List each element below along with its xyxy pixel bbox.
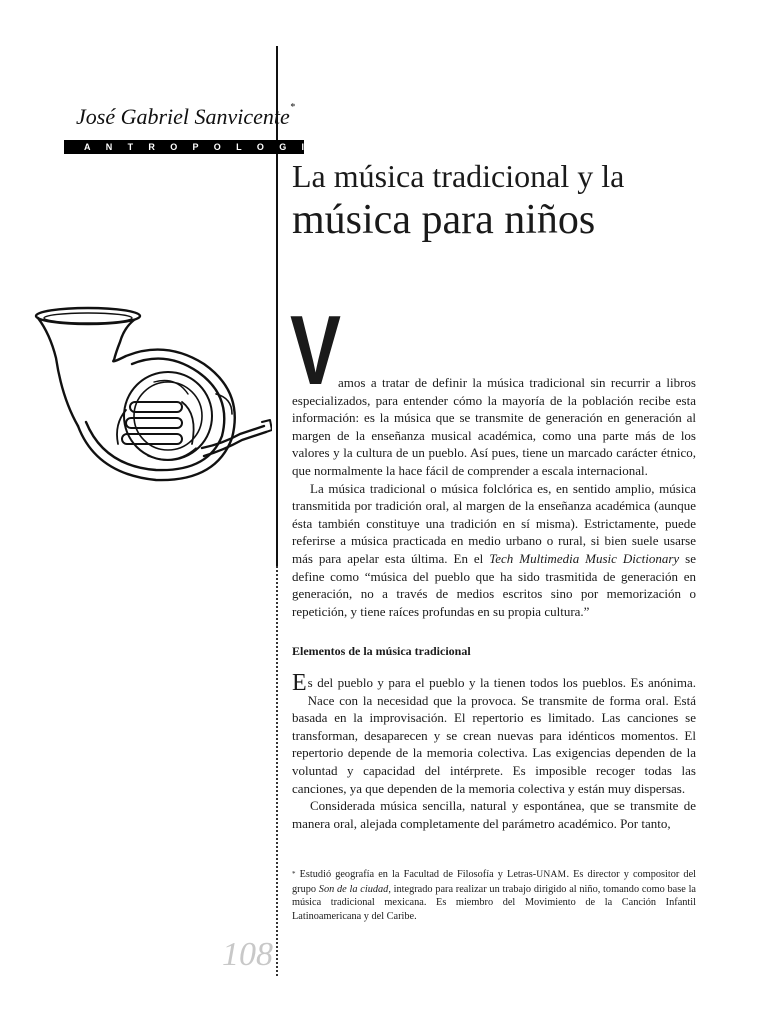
- drop-cap-e: E: [292, 670, 307, 696]
- page-number: 108: [222, 936, 273, 973]
- section-heading: Elementos de la música tradicional: [292, 644, 471, 658]
- french-horn-illustration: [26, 298, 272, 494]
- intro-paragraph: amos a tratar de definir la música tradicional sin recurrir a libros especializados, para entender cómo la mayoría de la población recibe esta información: es la música que se transmite de generación en generación al margen de la enseñanza musical académica, como una parte más de los valores y la cultura de un pueblo. Así pues, tiene un marcado carácter étnico, que normalmente la hace fácil de comprender a escala internacional.: [292, 375, 696, 478]
- footnote: * Estudió geografía en la Facultad de Filosofía y Letras-UNAM. Es director y compositor del grupo Son de la ciudad, integrado para realizar un trabajo dirigido al niño, tomando como base la música tradicional mexicana. Es miembro del Movimiento de la Canción Infantil Latinoamericana y del Caribe.: [292, 869, 697, 922]
- paragraph-2: La música tradicional o música folclórica es, en sentido amplio, música transmitida por tradición oral, al margen de la enseñanza académica (aunque ésta también constituye una tradición en sí misma). Estrictamente, puede referirse a música practicada en medio urbano o rural, si bien suele usarse más para apelar esta última. En el Tech Multimedia Music Dictionary se define como “música del pueblo que ha sido trasmitida de generación en generación, no a través de medios escritos sino por memorización o repetición, y tiene raíces profundas en su propia cultura.”: [292, 480, 696, 619]
- author-name: José Gabriel Sanvicente*: [76, 102, 295, 129]
- paragraph-4: Considerada música sencilla, natural y espontánea, que se transmite de manera oral, alejada completamente del parámetro académico. Por tanto,: [292, 798, 696, 831]
- drop-cap-v: V: [290, 295, 341, 405]
- intro-block: [292, 374, 696, 620]
- article-title-line2: música para niños: [292, 197, 596, 243]
- article-title-line1: La música tradicional y la: [292, 158, 625, 194]
- section-label: ANTROPOLOGIA: [84, 142, 342, 152]
- paragraph-3: Es del pueblo y para el pueblo y la tienen todos los pueblos. Es anónima. Nace con la necesidad que la provoca. Se transmite de forma oral. Está basada en la improvisación. El repertorio es limitado. Las canciones se transforman, desaparecen y se crean nuevas para idénticos momentos. El repertorio depende de la memoria colectiva. Las exigencias dependen de la voluntad y capacidad del intérprete. Es imposible recoger todas las canciones, ya que dependen de la memoria colectiva y están muy dispersas.: [292, 670, 696, 796]
- section-2-block: [292, 670, 696, 832]
- vertical-rule-dotted: [276, 566, 278, 976]
